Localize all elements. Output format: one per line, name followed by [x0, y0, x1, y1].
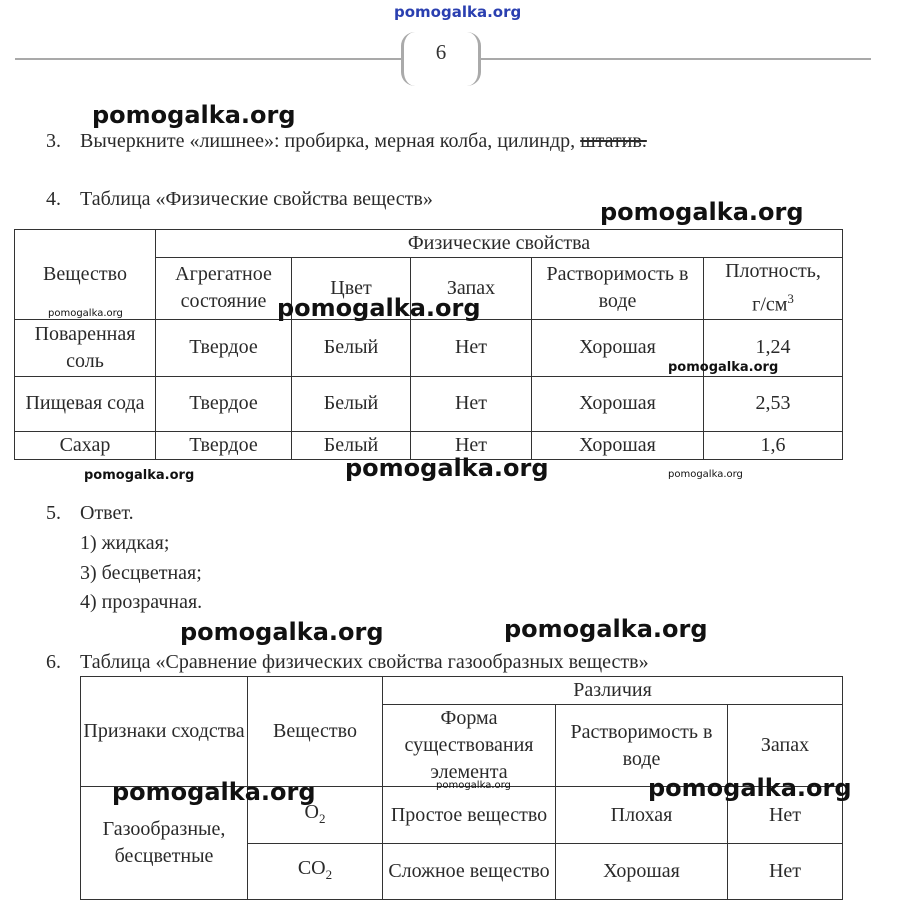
- t1-header-color: Цвет: [292, 258, 411, 320]
- t2-row1-formula: O: [304, 800, 319, 823]
- header-rule-left: [15, 58, 403, 60]
- header-rule-right: [479, 58, 871, 60]
- q5-item-3: 4) прозрачная.: [80, 591, 203, 613]
- t1-row2-color: Белый: [292, 376, 411, 431]
- t2-header-group: Различия: [383, 677, 843, 705]
- t1-row2-name: Пищевая сода: [15, 376, 156, 431]
- watermark: pomogalka.org: [92, 101, 296, 129]
- t2-row1-form: Простое вещество: [383, 787, 556, 844]
- watermark: pomogalka.org: [48, 308, 123, 319]
- t2-row1-smell: Нет: [728, 787, 843, 844]
- t1-row2-solubility: Хорошая: [532, 376, 704, 431]
- t1-header-substance: Вещество: [15, 230, 156, 320]
- t1-row1-name: Поваренная соль: [15, 319, 156, 376]
- t1-row3-color: Белый: [292, 431, 411, 459]
- q6-title: Таблица «Сравнение физических свойства газообразных веществ»: [80, 651, 649, 673]
- t1-row3-state: Твердое: [156, 431, 292, 459]
- watermark: pomogalka.org: [600, 198, 804, 226]
- q5-item-1: 1) жидкая;: [80, 532, 170, 554]
- watermark: pomogalka.org: [504, 615, 708, 643]
- q3-text: [80, 130, 647, 153]
- watermark: pomogalka.org: [112, 778, 316, 806]
- q5-number: 5.: [46, 502, 61, 524]
- q3-main-text: Вычеркните «лишнее»: пробирка, мерная колба, цилиндр,: [80, 130, 576, 152]
- t2-row2-formula: CO: [297, 857, 326, 879]
- watermark: pomogalka.org: [277, 294, 481, 322]
- page-number-frame: [401, 32, 481, 86]
- t2-header-similarity: Признаки сходства: [81, 677, 248, 787]
- watermark: pomogalka.org: [436, 780, 511, 791]
- t1-row2-state: Твердое: [156, 376, 292, 431]
- t1-row3-smell: Нет: [411, 431, 532, 459]
- q6-number: 6.: [46, 651, 61, 673]
- t1-header-solubility: Растворимость в воде: [532, 258, 704, 320]
- t1-row1-color: Белый: [292, 319, 411, 376]
- t2-header-substance: Вещество: [248, 677, 383, 787]
- t1-row1-density: 1,24: [704, 319, 843, 376]
- q3-struck-word: штатив.: [580, 130, 647, 152]
- t1-header-group: Физические свойства: [156, 230, 843, 258]
- t2-row2-solubility: Хорошая: [556, 844, 728, 900]
- q3-number: 3.: [46, 130, 61, 152]
- t1-header-state: Агрегатное состояние: [156, 258, 292, 320]
- watermark-top: pomogalka.org: [394, 3, 522, 21]
- page-number: 6: [435, 40, 447, 64]
- t2-row2-smell: Нет: [728, 844, 843, 900]
- t1-row2-density: 2,53: [704, 376, 843, 431]
- t1-row3-density: 1,6: [704, 431, 843, 459]
- q4-title: Таблица «Физические свойства веществ»: [80, 188, 433, 210]
- t1-density-label: Плотность,: [725, 260, 821, 282]
- t1-row1-solubility: Хорошая: [532, 319, 704, 376]
- t2-header-solubility: Растворимость в воде: [556, 705, 728, 787]
- t1-row1-smell: Нет: [411, 319, 532, 376]
- t2-row1-index: 2: [318, 810, 326, 826]
- t2-row1-solubility: Плохая: [556, 787, 728, 844]
- t2-similarity-value: Газообразные, бесцветные: [81, 787, 248, 900]
- watermark: pomogalka.org: [180, 618, 384, 646]
- watermark: pomogalka.org: [648, 774, 852, 802]
- q5-title: Ответ.: [80, 502, 134, 524]
- t2-row2-form: Сложное вещество: [383, 844, 556, 900]
- t2-header-smell: Запах: [728, 705, 843, 787]
- watermark: pomogalka.org: [668, 469, 743, 480]
- t1-row1-state: Твердое: [156, 319, 292, 376]
- t1-header-smell: Запах: [411, 258, 532, 320]
- q5-item-2: 3) бесцветная;: [80, 562, 202, 584]
- watermark: pomogalka.org: [668, 360, 779, 375]
- t1-row2-smell: Нет: [411, 376, 532, 431]
- t1-row3-solubility: Хорошая: [532, 431, 704, 459]
- physical-properties-table: [14, 229, 843, 460]
- q4-number: 4.: [46, 188, 61, 210]
- t2-row2-index: 2: [325, 867, 333, 882]
- t2-row2-substance: [248, 844, 383, 900]
- watermark: pomogalka.org: [84, 468, 195, 483]
- t1-density-power: 3: [787, 291, 794, 306]
- t1-row3-name: Сахар: [15, 431, 156, 459]
- watermark: pomogalka.org: [345, 454, 549, 482]
- t2-header-form: Форма существования элемента: [383, 705, 556, 787]
- t1-header-density: [704, 258, 843, 320]
- t1-density-unit: г/см: [752, 293, 788, 316]
